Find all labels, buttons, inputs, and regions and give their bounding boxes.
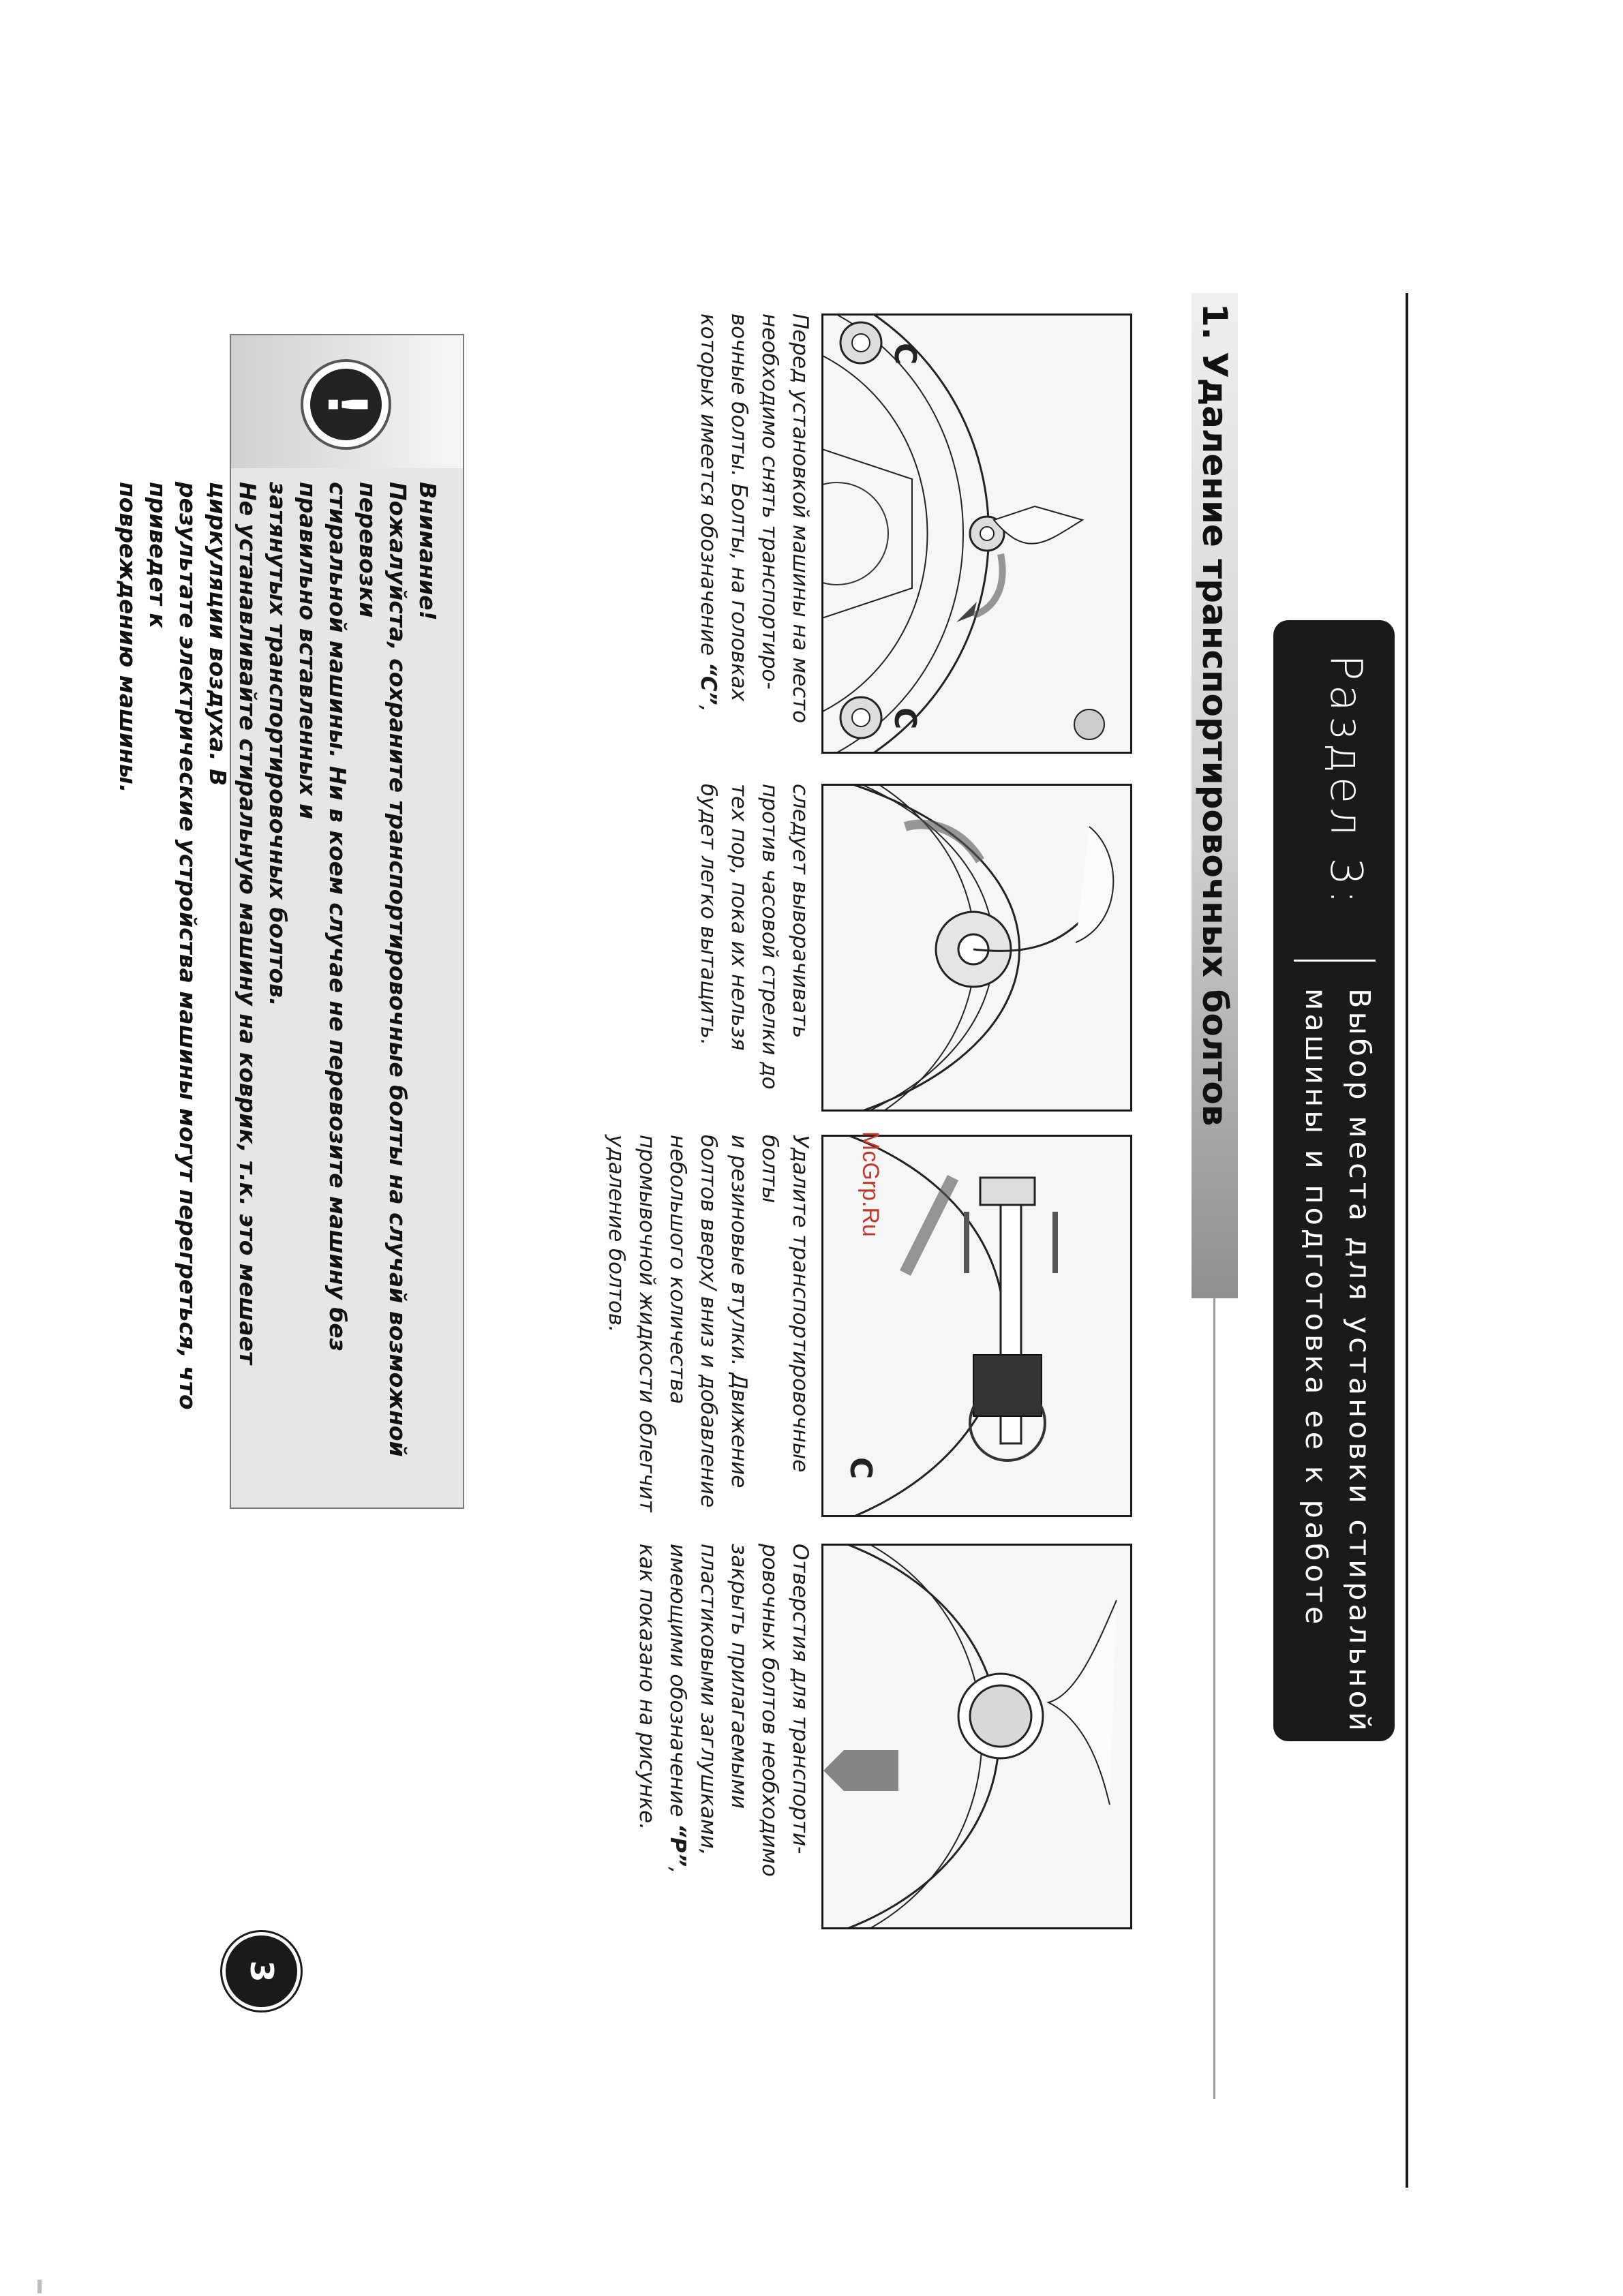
caption-1-tail: , — [696, 705, 721, 712]
caption-3-line-1: Удалите транспортировочные болты — [757, 1135, 813, 1473]
section-title-line2: машины и подготовка ее к работе — [1299, 988, 1333, 1628]
panel-3-label-c: C — [843, 1457, 878, 1480]
caption-4-line-5-text: имеющими обозначение — [665, 1544, 690, 1824]
illustration-panel-1 — [821, 313, 1132, 754]
warning-line-1: Пожалуйста, сохраните транспортировочные болты на случай возможной перевозки — [354, 482, 411, 1457]
caption-3-line-2: и резиновые втулки. Движение — [727, 1135, 751, 1488]
warning-line-3: затянутых транспортировочных болтов. — [264, 482, 291, 1007]
caption-2 — [693, 784, 815, 1107]
caption-3-line-6: удаление болтов. — [604, 1135, 628, 1333]
caption-4-line-4: пластиковыми заглушками, — [696, 1544, 721, 1856]
page-number: 3 — [222, 1932, 301, 2010]
caption-4-line-5 — [662, 1544, 693, 1925]
caption-4-line-1: Отверстия для транспорти- — [788, 1544, 813, 1854]
warning-box — [115, 334, 464, 1509]
panel-1-label-c-left: C — [888, 343, 922, 365]
caption-4-tail: , — [665, 1867, 690, 1874]
caption-3-line-4: небольшого количества — [665, 1135, 690, 1405]
warning-icon-tab — [231, 335, 463, 468]
caption-2-line-3: тех пор, пока их нельзя — [727, 784, 751, 1051]
illustration-panel-2 — [821, 784, 1132, 1112]
exclamation-mark-glyph: ! — [310, 369, 382, 440]
caption-2-line-4: будет легко вытащить. — [696, 784, 721, 1045]
illustration-panel-4 — [821, 1544, 1132, 1929]
caption-3 — [601, 1135, 815, 1530]
caption-4 — [631, 1544, 815, 1925]
caption-4-line-2: ровочных болтов необходимо — [757, 1544, 782, 1877]
caption-1-line-4 — [693, 313, 723, 750]
warning-text — [112, 482, 442, 1490]
panel-4-drawing — [823, 1546, 1130, 1927]
page-heading: 1. Удаление транспортировочных болтов — [1195, 303, 1234, 1127]
warning-title: Внимание! — [414, 482, 441, 621]
section-title — [1294, 988, 1381, 1734]
panel-2-drawing — [823, 786, 1130, 1109]
panel-1-label-c-right: C — [888, 707, 922, 730]
caption-1-line-2: необходимо снять транспортиро- — [757, 313, 782, 690]
caption-4-line-3: закрыть прилагаемыми — [727, 1544, 751, 1809]
left-vertical-rule-top — [1406, 293, 1408, 2188]
caption-3-line-5: промывочной жидкости облегчит — [635, 1135, 659, 1512]
caption-3-line-3: болтов вверх/ вниз и добавление — [696, 1135, 721, 1508]
section-divider — [1294, 960, 1376, 962]
caption-4-line-6: как показано на рисунке. — [635, 1544, 659, 1831]
warning-line-4: Не устанавливайте стиральную машину на коврик, т.к. это мешает циркуляции воздуха. В — [204, 482, 261, 1365]
caption-4-mark-p: “P” — [665, 1823, 690, 1867]
exclamation-icon — [301, 359, 391, 450]
warning-line-6: повреждению машины. — [115, 482, 141, 793]
caption-1 — [693, 313, 815, 750]
caption-1-line-1: Перед установкой машины на место — [788, 313, 813, 724]
heading-bar — [1192, 293, 1238, 1298]
caption-1-line-4-text: которых имеется обозначение — [696, 313, 721, 662]
watermark: McGrp.Ru — [858, 1131, 883, 1237]
heading-underline-rule — [1213, 1298, 1215, 2099]
warning-line-5: результате электрические устройства машины могут перегреться, что приведет к — [145, 482, 201, 1410]
section-label: Раздел 3: — [1320, 654, 1371, 908]
section-header-bar — [1273, 620, 1395, 1741]
footer-mark — [37, 2280, 42, 2293]
panel-1-drawing — [823, 316, 1130, 752]
warning-line-2: стиральной машины. Ни в коем случае не перевозите машину без правильно вставленных и — [294, 482, 351, 1351]
caption-2-line-2: против часовой стрелки до — [757, 784, 782, 1090]
section-title-line1: Выбор места для установки стиральной — [1342, 988, 1376, 1734]
caption-1-mark-c: “C” — [696, 662, 721, 705]
caption-2-line-1: следует выворачивать — [788, 784, 813, 1039]
caption-1-line-3: вочные болты. Болты, на головках — [727, 313, 751, 702]
